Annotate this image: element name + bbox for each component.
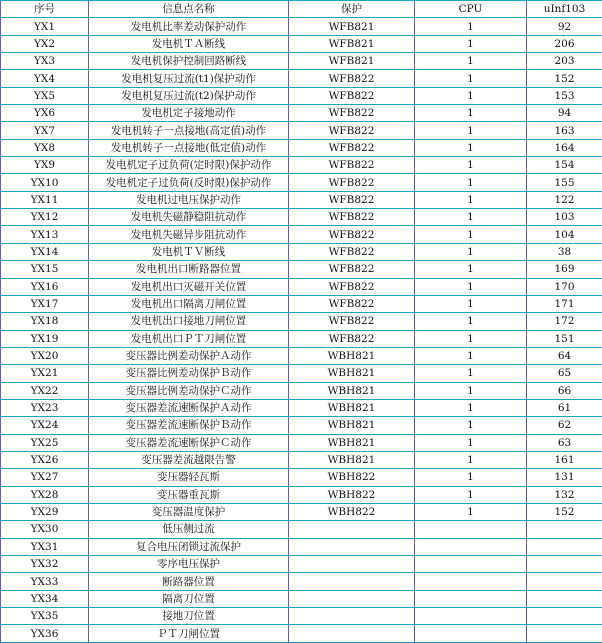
cell-addr: 38 (527, 243, 602, 260)
cell-name: 变压器差流速断保护Ｂ动作 (89, 417, 289, 434)
cell-cpu: 1 (415, 87, 527, 104)
cell-addr: 164 (527, 139, 602, 156)
header-name: 信息点名称 (89, 1, 289, 18)
table-row (1, 347, 602, 364)
cell-cpu (415, 590, 527, 607)
cell-cpu: 1 (415, 486, 527, 503)
cell-seq: YX7 (1, 122, 89, 139)
cell-protection: WFB822 (289, 278, 415, 295)
cell-name: 变压器比例差动保护Ｂ动作 (89, 365, 289, 382)
cell-name: 发电机复压过流(t1)保护动作 (89, 70, 289, 87)
cell-cpu: 1 (415, 191, 527, 208)
cell-cpu (415, 538, 527, 555)
cell-seq: YX6 (1, 105, 89, 122)
cell-protection: WFB821 (289, 53, 415, 70)
cell-protection: WFB822 (289, 70, 415, 87)
cell-name: 隔离刀位置 (89, 590, 289, 607)
cell-name: 发电机ＴＶ断线 (89, 243, 289, 260)
cell-name: 发电机ＴＡ断线 (89, 35, 289, 52)
header-cpu: CPU (415, 1, 527, 18)
cell-seq: YX1 (1, 18, 89, 35)
cell-seq: YX34 (1, 590, 89, 607)
cell-protection: WFB822 (289, 87, 415, 104)
cell-addr: 63 (527, 434, 602, 451)
table-row (1, 226, 602, 243)
cell-cpu: 1 (415, 226, 527, 243)
cell-protection: WFB822 (289, 139, 415, 156)
cell-addr: 155 (527, 174, 602, 191)
table-row (1, 382, 602, 399)
cell-name: 变压器重瓦斯 (89, 486, 289, 503)
table-row (1, 278, 602, 295)
cell-name: 零序电压保护 (89, 556, 289, 573)
cell-addr: 122 (527, 191, 602, 208)
cell-protection: WFB822 (289, 105, 415, 122)
cell-seq: YX9 (1, 157, 89, 174)
cell-protection: WBH821 (289, 434, 415, 451)
header-protection: 保护 (289, 1, 415, 18)
cell-addr: 206 (527, 35, 602, 52)
table-row (1, 53, 602, 70)
cell-seq: YX8 (1, 139, 89, 156)
cell-seq: YX24 (1, 417, 89, 434)
cell-name: 变压器比例差动保护Ａ动作 (89, 347, 289, 364)
cell-name: 发电机出口灭磁开关位置 (89, 278, 289, 295)
cell-name: 变压器比例差动保护Ｃ动作 (89, 382, 289, 399)
cell-addr: 132 (527, 486, 602, 503)
cell-name: ＰＴ刀闸位置 (89, 625, 289, 642)
cell-name: 接地刀位置 (89, 608, 289, 625)
cell-name: 发电机定子过负荷(反时限)保护动作 (89, 174, 289, 191)
cell-addr (527, 608, 602, 625)
cell-protection (289, 521, 415, 538)
cell-addr: 152 (527, 70, 602, 87)
cell-name: 发电机复压过流(t2)保护动作 (89, 87, 289, 104)
table-row (1, 330, 602, 347)
cell-seq: YX28 (1, 486, 89, 503)
cell-addr: 103 (527, 209, 602, 226)
cell-seq: YX27 (1, 469, 89, 486)
cell-seq: YX21 (1, 365, 89, 382)
cell-name: 变压器差流速断保护Ａ动作 (89, 399, 289, 416)
cell-cpu: 1 (415, 243, 527, 260)
cell-seq: YX5 (1, 87, 89, 104)
cell-protection: WBH821 (289, 451, 415, 468)
cell-cpu: 1 (415, 70, 527, 87)
table-row (1, 625, 602, 642)
cell-protection (289, 625, 415, 642)
cell-cpu: 1 (415, 382, 527, 399)
cell-protection: WFB822 (289, 313, 415, 330)
table-row (1, 157, 602, 174)
cell-cpu (415, 625, 527, 642)
cell-protection: WBH822 (289, 503, 415, 520)
table-row (1, 35, 602, 52)
cell-name: 发电机过电压保护动作 (89, 191, 289, 208)
cell-seq: YX35 (1, 608, 89, 625)
header-seq: 序号 (1, 1, 89, 18)
cell-protection: WFB822 (289, 330, 415, 347)
cell-addr: 172 (527, 313, 602, 330)
cell-cpu: 1 (415, 209, 527, 226)
cell-seq: YX20 (1, 347, 89, 364)
cell-addr: 104 (527, 226, 602, 243)
cell-seq: YX30 (1, 521, 89, 538)
table-row (1, 365, 602, 382)
table-row (1, 295, 602, 312)
table-row (1, 590, 602, 607)
cell-seq: YX32 (1, 556, 89, 573)
table-row (1, 243, 602, 260)
cell-addr (527, 625, 602, 642)
cell-seq: YX12 (1, 209, 89, 226)
cell-protection: WFB822 (289, 209, 415, 226)
cell-addr: 62 (527, 417, 602, 434)
cell-addr (527, 538, 602, 555)
cell-seq: YX18 (1, 313, 89, 330)
table-row (1, 538, 602, 555)
cell-protection: WBH821 (289, 382, 415, 399)
table-row (1, 417, 602, 434)
cell-seq: YX11 (1, 191, 89, 208)
cell-cpu: 1 (415, 365, 527, 382)
cell-cpu (415, 521, 527, 538)
cell-name: 发电机转子一点接地(低定值)动作 (89, 139, 289, 156)
cell-cpu: 1 (415, 451, 527, 468)
cell-cpu (415, 556, 527, 573)
cell-addr: 64 (527, 347, 602, 364)
cell-cpu: 1 (415, 105, 527, 122)
cell-cpu: 1 (415, 53, 527, 70)
cell-cpu (415, 573, 527, 590)
cell-name: 变压器温度保护 (89, 503, 289, 520)
cell-addr: 65 (527, 365, 602, 382)
cell-seq: YX2 (1, 35, 89, 52)
cell-cpu (415, 608, 527, 625)
cell-addr: 66 (527, 382, 602, 399)
cell-seq: YX36 (1, 625, 89, 642)
cell-cpu: 1 (415, 35, 527, 52)
cell-name: 复合电压闭锁过流保护 (89, 538, 289, 555)
cell-cpu: 1 (415, 399, 527, 416)
cell-protection: WFB822 (289, 243, 415, 260)
cell-addr: 152 (527, 503, 602, 520)
cell-protection: WBH821 (289, 417, 415, 434)
cell-seq: YX29 (1, 503, 89, 520)
cell-seq: YX26 (1, 451, 89, 468)
cell-name: 发电机出口接地刀闸位置 (89, 313, 289, 330)
cell-protection: WBH822 (289, 486, 415, 503)
cell-name: 发电机保护控制回路断线 (89, 53, 289, 70)
cell-cpu: 1 (415, 174, 527, 191)
cell-cpu: 1 (415, 434, 527, 451)
table-row (1, 122, 602, 139)
table-row (1, 451, 602, 468)
cell-cpu: 1 (415, 417, 527, 434)
cell-cpu: 1 (415, 313, 527, 330)
cell-name: 发电机出口隔离刀闸位置 (89, 295, 289, 312)
table-row (1, 486, 602, 503)
cell-cpu: 1 (415, 347, 527, 364)
cell-addr: 171 (527, 295, 602, 312)
cell-cpu: 1 (415, 122, 527, 139)
cell-addr: 131 (527, 469, 602, 486)
cell-seq: YX25 (1, 434, 89, 451)
cell-seq: YX4 (1, 70, 89, 87)
table-row (1, 573, 602, 590)
cell-protection: WFB822 (289, 191, 415, 208)
cell-protection (289, 538, 415, 555)
cell-name: 发电机比率差动保护动作 (89, 18, 289, 35)
cell-seq: YX23 (1, 399, 89, 416)
cell-seq: YX31 (1, 538, 89, 555)
table-row (1, 139, 602, 156)
header-row (1, 1, 602, 18)
cell-seq: YX13 (1, 226, 89, 243)
cell-seq: YX14 (1, 243, 89, 260)
table-row (1, 18, 602, 35)
cell-protection: WBH821 (289, 365, 415, 382)
cell-protection: WFB822 (289, 295, 415, 312)
cell-seq: YX17 (1, 295, 89, 312)
cell-name: 变压器差流速断保护Ｃ动作 (89, 434, 289, 451)
table-row (1, 105, 602, 122)
cell-seq: YX33 (1, 573, 89, 590)
cell-seq: YX10 (1, 174, 89, 191)
table-row (1, 174, 602, 191)
cell-name: 发电机转子一点接地(高定值)动作 (89, 122, 289, 139)
cell-protection: WBH821 (289, 347, 415, 364)
cell-seq: YX22 (1, 382, 89, 399)
cell-addr: 151 (527, 330, 602, 347)
cell-cpu: 1 (415, 469, 527, 486)
table-row (1, 503, 602, 520)
cell-name: 变压器差流越限告警 (89, 451, 289, 468)
cell-protection: WFB822 (289, 122, 415, 139)
cell-addr (527, 573, 602, 590)
cell-addr: 203 (527, 53, 602, 70)
table-row (1, 556, 602, 573)
cell-seq: YX15 (1, 261, 89, 278)
cell-name: 发电机失磁异步阻抗动作 (89, 226, 289, 243)
cell-addr: 169 (527, 261, 602, 278)
cell-addr: 94 (527, 105, 602, 122)
cell-name: 发电机失磁静稳阻抗动作 (89, 209, 289, 226)
table-row (1, 399, 602, 416)
cell-seq: YX19 (1, 330, 89, 347)
cell-protection: WFB821 (289, 18, 415, 35)
cell-name: 发电机出口ＰＴ刀闸位置 (89, 330, 289, 347)
cell-name: 断路器位置 (89, 573, 289, 590)
table-row (1, 191, 602, 208)
cell-protection (289, 590, 415, 607)
table-body (1, 18, 602, 642)
cell-protection: WBH821 (289, 399, 415, 416)
cell-addr: 61 (527, 399, 602, 416)
table-row (1, 313, 602, 330)
cell-cpu: 1 (415, 18, 527, 35)
cell-name: 发电机出口断路器位置 (89, 261, 289, 278)
cell-protection: WFB822 (289, 226, 415, 243)
cell-addr: 154 (527, 157, 602, 174)
cell-protection (289, 573, 415, 590)
cell-cpu: 1 (415, 278, 527, 295)
cell-name: 发电机定子接地动作 (89, 105, 289, 122)
cell-protection: WFB822 (289, 261, 415, 278)
cell-cpu: 1 (415, 295, 527, 312)
table-row (1, 209, 602, 226)
cell-addr (527, 521, 602, 538)
cell-addr (527, 556, 602, 573)
cell-addr: 161 (527, 451, 602, 468)
table-row (1, 434, 602, 451)
cell-name: 发电机定子过负荷(定时限)保护动作 (89, 157, 289, 174)
cell-addr: 163 (527, 122, 602, 139)
cell-addr: 92 (527, 18, 602, 35)
cell-protection: WFB822 (289, 174, 415, 191)
cell-cpu: 1 (415, 503, 527, 520)
cell-cpu: 1 (415, 139, 527, 156)
cell-addr: 153 (527, 87, 602, 104)
table-row (1, 70, 602, 87)
cell-seq: YX3 (1, 53, 89, 70)
table-row (1, 521, 602, 538)
cell-cpu: 1 (415, 330, 527, 347)
cell-name: 低压侧过流 (89, 521, 289, 538)
table-row (1, 469, 602, 486)
cell-cpu: 1 (415, 261, 527, 278)
cell-name: 变压器轻瓦斯 (89, 469, 289, 486)
cell-protection (289, 608, 415, 625)
cell-protection: WFB821 (289, 35, 415, 52)
header-addr: uInf103 (527, 1, 602, 18)
cell-protection: WBH822 (289, 469, 415, 486)
cell-cpu: 1 (415, 157, 527, 174)
cell-addr (527, 590, 602, 607)
table-row (1, 261, 602, 278)
table-row (1, 608, 602, 625)
cell-addr: 170 (527, 278, 602, 295)
cell-protection (289, 556, 415, 573)
table-row (1, 87, 602, 104)
cell-protection: WFB822 (289, 157, 415, 174)
cell-seq: YX16 (1, 278, 89, 295)
